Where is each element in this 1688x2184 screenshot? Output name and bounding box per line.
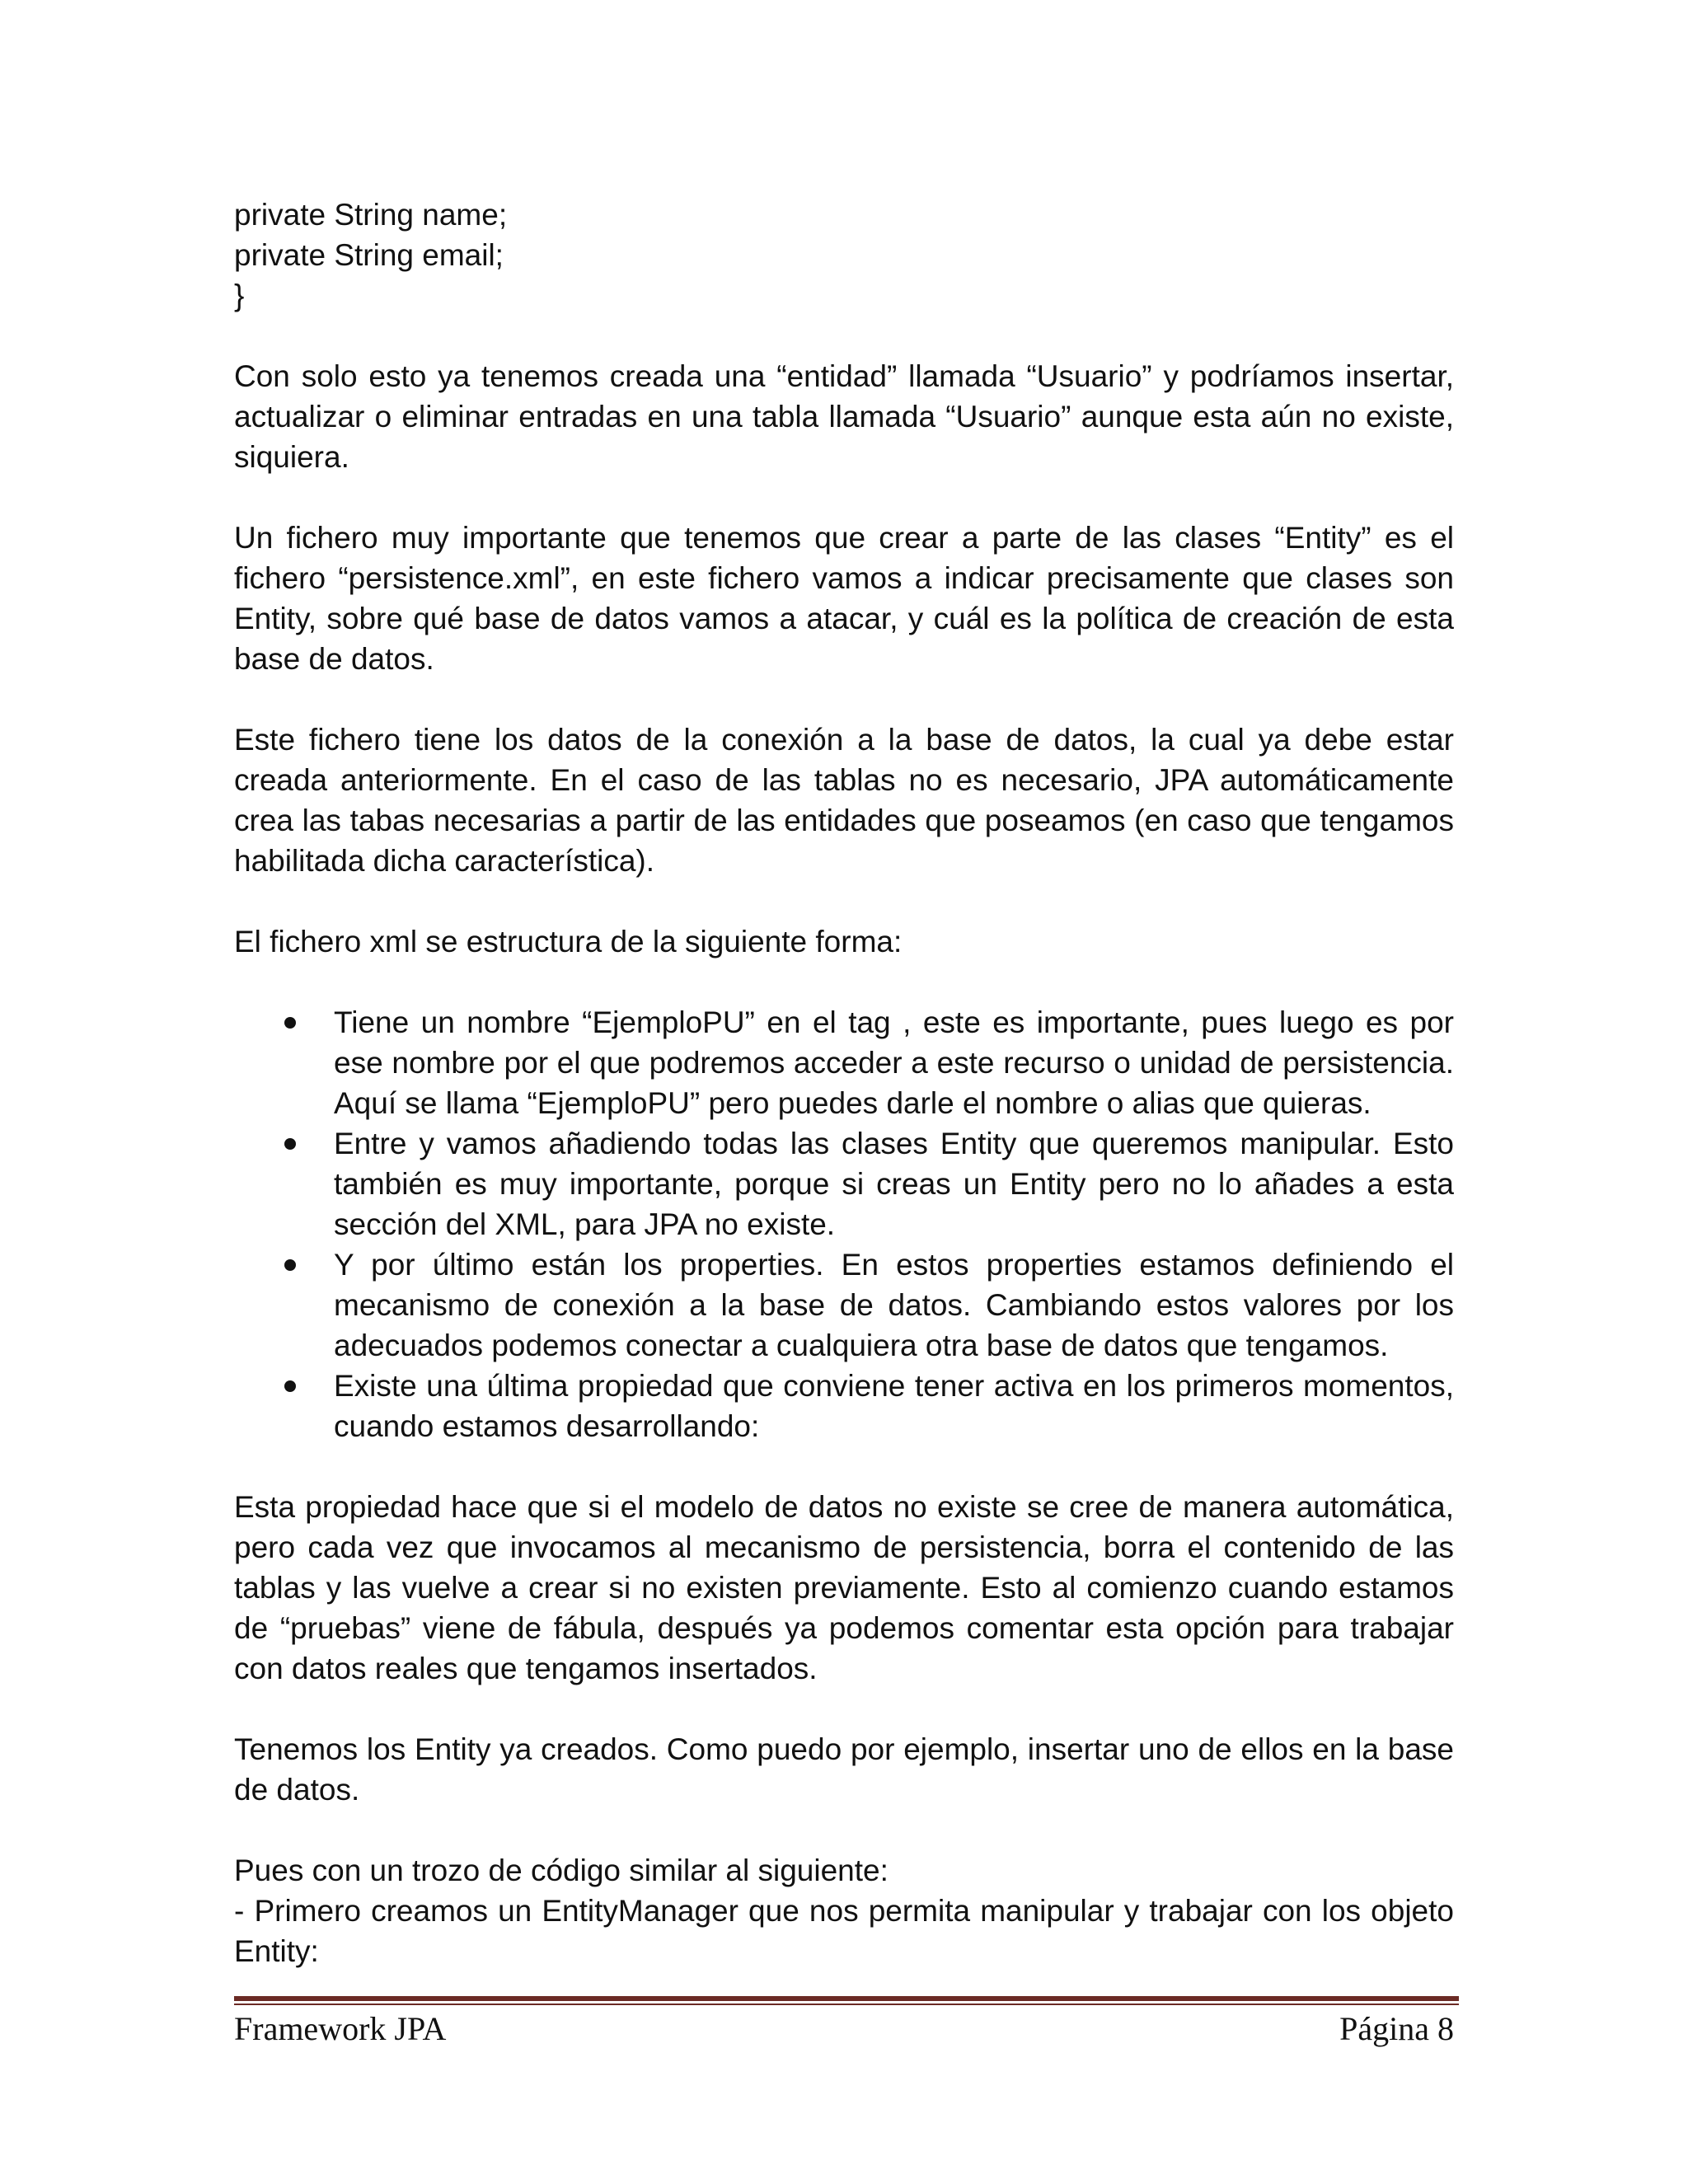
list-item	[334, 1366, 1454, 1446]
paragraph-property-behavior: Esta propiedad hace que si el modelo de datos no existe se cree de manera automática, pero cada vez que invocamos al mecanismo de persistencia, borra el contenido de las tablas y las vuelve a crear si no existen previamente. Esto al comienzo cuando estamos de “pruebas” viene de fábula, después ya podemos comentar esta opción para trabajar con datos reales que tengamos insertados.	[234, 1490, 1454, 1685]
list-item-text: Entre y vamos añadiendo todas las clases Entity que queremos manipular. Esto también es muy importante, porque si creas un Entity pero no lo añades a esta sección del XML, para JPA no existe.	[334, 1127, 1454, 1241]
paragraph-persistence-xml: Un fichero muy importante que tenemos que crear a parte de las clases “Entity” es el fichero “persistence.xml”, en este fichero vamos a indicar precisamente que clases son Entity, sobre qué base de datos vamos a atacar, y cuál es la política de creación de esta base de datos.	[234, 521, 1454, 676]
bullet-list	[234, 1002, 1454, 1446]
document-body	[234, 194, 1454, 1971]
paragraph-entity-intro: Con solo esto ya tenemos creada una “entidad” llamada “Usuario” y podríamos insertar, actualizar o eliminar entradas en una tabla llamada “Usuario” aunque esta aún no existe, siquiera.	[234, 359, 1454, 474]
paragraph-entitymanager: - Primero creamos un EntityManager que nos permita manipular y trabajar con los objeto Entity:	[234, 1894, 1454, 1968]
list-item-text: Existe una última propiedad que conviene tener activa en los primeros momentos, cuando estamos desarrollando:	[334, 1369, 1454, 1443]
list-item	[334, 1002, 1454, 1123]
bullet-icon	[284, 1380, 296, 1392]
paragraph-connection-data: Este fichero tiene los datos de la conexión a la base de datos, la cual ya debe estar creada anteriormente. En el caso de las tablas no es necesario, JPA automáticamente crea las tabas necesarias a partir de las entidades que poseamos (en caso que tengamos habilitada dicha característica).	[234, 723, 1454, 878]
bullet-icon	[284, 1259, 296, 1271]
spacer	[234, 316, 1454, 356]
page-number: Página 8	[1339, 2010, 1454, 2047]
footer-divider	[234, 1996, 1459, 2006]
list-item-text: Tiene un nombre “EjemploPU” en el tag , este es importante, pues luego es por ese nombre por el que podremos acceder a este recurso o unidad de persistencia. Aquí se llama “EjemploPU” pero puedes darle el nombre o alias que quieras.	[334, 1005, 1454, 1120]
list-item	[334, 1123, 1454, 1244]
bullet-icon	[284, 1017, 296, 1029]
bullet-icon	[284, 1138, 296, 1150]
list-item	[334, 1244, 1454, 1366]
footer-divider-thick	[234, 1996, 1459, 2001]
code-line: private String name;	[234, 198, 508, 232]
list-item-text: Y por último están los properties. En estos properties estamos definiendo el mecanismo de conexión a la base de datos. Cambiando estos valores por los adecuados podemos conectar a cualquiera otra base de datos que tengamos.	[334, 1248, 1454, 1362]
code-line: private String email;	[234, 238, 504, 272]
paragraph-entities-created: Tenemos los Entity ya creados. Como puedo por ejemplo, insertar uno de ellos en la base de datos.	[234, 1732, 1454, 1807]
footer-divider-thin	[234, 2004, 1459, 2005]
paragraph-xml-structure: El fichero xml se estructura de la siguiente forma:	[234, 925, 903, 958]
code-line: }	[234, 279, 245, 312]
footer-title: Framework JPA	[234, 2010, 447, 2047]
paragraph-code-intro: Pues con un trozo de código similar al siguiente:	[234, 1854, 889, 1887]
